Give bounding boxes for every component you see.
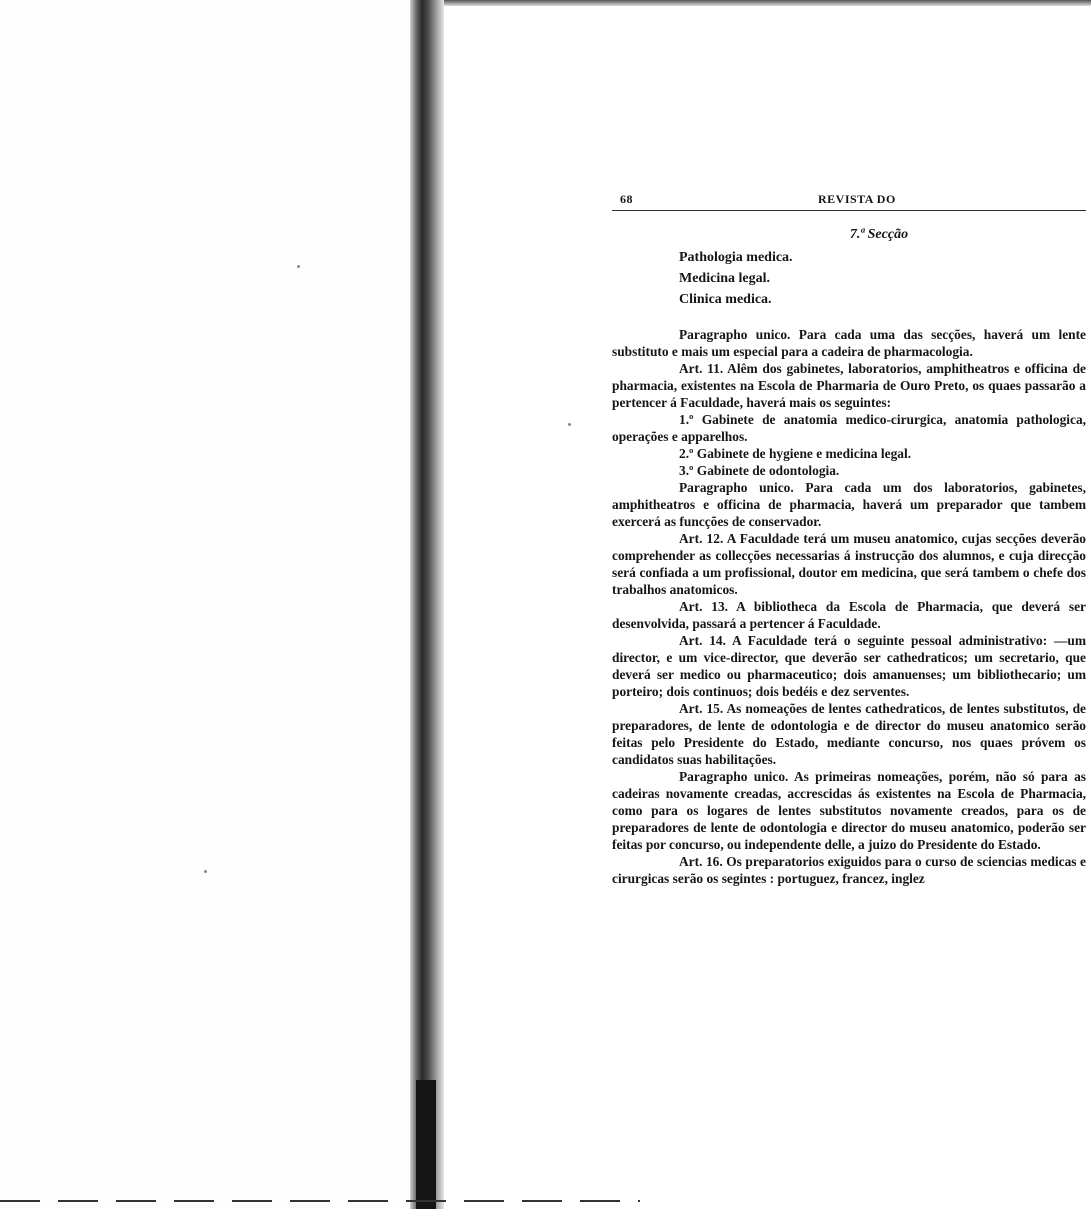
scan-speck <box>568 423 571 426</box>
running-title: REVISTA DO <box>818 192 896 206</box>
article-12: Art. 12. A Faculdade terá um museu anatomico, cujas secções deverão comprehender as collecções necessarias á instrucção dos alumnos, e cuja direcção será confiada a um profissional, doutor em medicina, que será tambem o chefe dos trabalhos anatomicos. <box>612 531 1086 597</box>
paragraph-sole-labs: Paragrapho unico. Para cada um dos laboratorios, gabinetes, amphitheatros e officina de pharmacia, haverá um preparador que tambem exercerá as funcções de conservador. <box>612 480 1086 529</box>
topic-item: Pathologia medica. <box>679 250 793 265</box>
list-item: 3.º Gabinete de odontologia. <box>679 463 840 478</box>
gutter-shadow <box>416 1080 436 1209</box>
page-top-edge <box>444 0 1091 6</box>
article-13: Art. 13. A bibliotheca da Escola de Pharmacia, que deverá ser desenvolvida, passará a pertencer á Faculdade. <box>612 599 1086 631</box>
book-gutter <box>410 0 444 1209</box>
paragraph-sole-sections: Paragrapho unico. Para cada uma das secções, haverá um lente substituto e mais um especial para a cadeira de pharmacologia. <box>612 327 1086 359</box>
scan-speck <box>297 265 300 268</box>
running-header <box>612 190 1086 208</box>
scan-speck <box>204 870 207 873</box>
paragraph-sole-appointments: Paragrapho unico. As primeiras nomeações, porém, não só para as cadeiras novamente creadas, accrescidas ás existentes na Escola de Pharmacia, como para os logares de lentes substitutos novamente creados, para os de preparadores de lente de odontologia e director do museu anatomico, poderão ser feitas por concurso, ou independente delle, a juizo do Presidente do Estado. <box>612 769 1086 852</box>
list-item: 2.º Gabinete de hygiene e medicina legal. <box>679 446 912 461</box>
page-bottom-edge <box>0 1200 640 1202</box>
section-topics <box>679 247 1086 310</box>
article-16: Art. 16. Os preparatorios exiguidos para o curso de sciencias medicas e cirurgicas serão os segintes : portuguez, francez, inglez <box>612 854 1086 886</box>
article-11: Art. 11. Alêm dos gabinetes, laboratorios, amphitheatros e officina de pharmacia, existentes na Escola de Pharmaria de Ouro Preto, os quaes passarão a pertencer á Faculdade, haverá mais os seguintes: <box>612 361 1086 410</box>
page-number: 68 <box>620 192 633 206</box>
topic-item: Clinica medica. <box>679 292 772 307</box>
article-15: Art. 15. As nomeações de lentes cathedraticos, de lentes substitutos, de preparadores, de lente de odontologia e de director do museu anatomico serão feitas pelo Presidente do Estado, mediante concurso, nos quaes próvem os candidatos suas habilitações. <box>612 701 1086 767</box>
section-title: 7.ª Secção <box>849 227 909 242</box>
document-page <box>612 190 1086 887</box>
blank-left-page <box>0 0 410 1209</box>
topic-item: Medicina legal. <box>679 271 770 286</box>
header-rule <box>612 210 1086 211</box>
list-item: 1.º Gabinete de anatomia medico-cirurgica, anatomia pathologica, operações e apparelhos. <box>612 412 1086 444</box>
article-14: Art. 14. A Faculdade terá o seguinte pessoal administrativo: —um director, e um vice-director, que deverão ser cathedraticos; um secretario, que deverá ser medico ou pharmaceutico; dois amanuenses; um bibliothecario; um porteiro; dois continuos; dois bedéis e dez serventes. <box>612 633 1086 699</box>
body-text <box>612 326 1086 887</box>
